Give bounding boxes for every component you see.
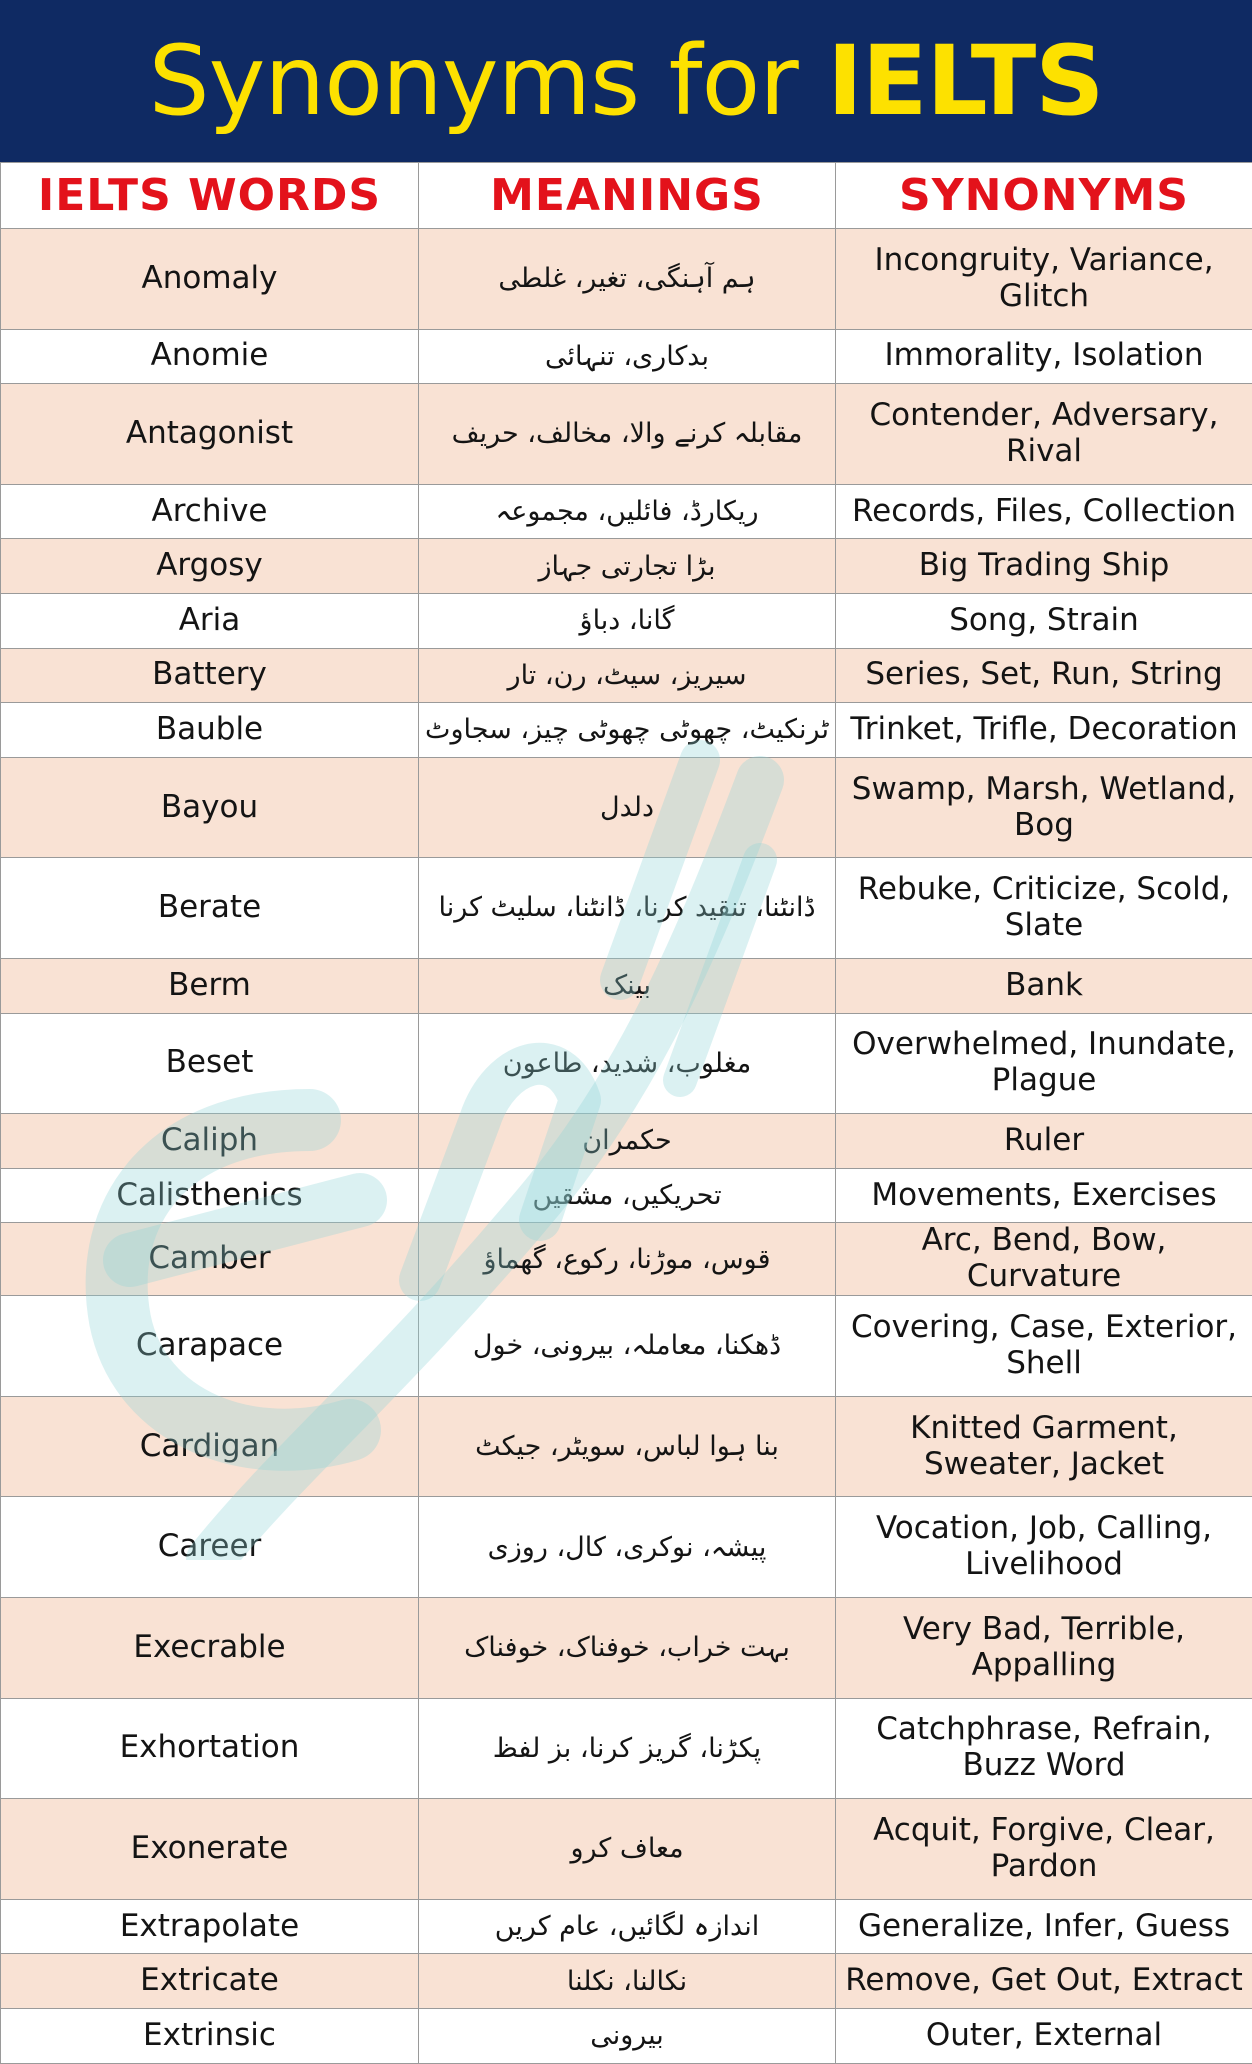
table-row: [1, 484, 1252, 539]
word-cell: Execrable: [1, 1598, 419, 1699]
table-row: [1, 329, 1252, 384]
word-cell: Archive: [1, 484, 419, 539]
word-cell: Anomie: [1, 329, 419, 384]
word-cell: Extrinsic: [1, 2008, 419, 2063]
synonyms-table: [0, 162, 1252, 2064]
synonyms-cell: Incongruity, Variance, Glitch: [836, 229, 1252, 330]
table-row: [1, 539, 1252, 594]
meaning-cell: مقابلہ کرنے والا، مخالف، حریف: [419, 384, 836, 485]
meaning-cell: بہت خراب، خوفناک، خوفناک: [419, 1598, 836, 1699]
meaning-cell: بدکاری، تنہائی: [419, 329, 836, 384]
synonyms-cell: Swamp, Marsh, Wetland, Bog: [836, 757, 1252, 858]
synonyms-cell: Big Trading Ship: [836, 539, 1252, 594]
synonyms-cell: Movements, Exercises: [836, 1168, 1252, 1223]
synonyms-cell: Ruler: [836, 1114, 1252, 1169]
synonyms-cell: Records, Files, Collection: [836, 484, 1252, 539]
synonyms-cell: Generalize, Infer, Guess: [836, 1899, 1252, 1954]
word-cell: Calisthenics: [1, 1168, 419, 1223]
word-cell: Carapace: [1, 1296, 419, 1397]
table-row: [1, 1598, 1252, 1699]
synonyms-cell: Immorality, Isolation: [836, 329, 1252, 384]
synonyms-cell: Outer, External: [836, 2008, 1252, 2063]
synonyms-cell: Knitted Garment, Sweater, Jacket: [836, 1396, 1252, 1497]
meaning-cell: ہم آہنگی، تغیر، غلطی: [419, 229, 836, 330]
table-row: [1, 1396, 1252, 1497]
word-cell: Extricate: [1, 1954, 419, 2009]
table-row: [1, 1899, 1252, 1954]
synonyms-cell: Trinket, Trifle, Decoration: [836, 703, 1252, 758]
synonyms-cell: Catchphrase, Refrain, Buzz Word: [836, 1698, 1252, 1799]
table-row: [1, 384, 1252, 485]
table-row: [1, 1168, 1252, 1223]
table-row: [1, 648, 1252, 703]
word-cell: Career: [1, 1497, 419, 1598]
meaning-cell: بیرونی: [419, 2008, 836, 2063]
word-cell: Cardigan: [1, 1396, 419, 1497]
word-cell: Extrapolate: [1, 1899, 419, 1954]
header-ielts-words: IELTS WORDS: [1, 163, 419, 229]
table-row: [1, 703, 1252, 758]
meaning-cell: حکمران: [419, 1114, 836, 1169]
synonyms-cell: Contender, Adversary, Rival: [836, 384, 1252, 485]
table-row: [1, 757, 1252, 858]
synonyms-cell: Vocation, Job, Calling, Livelihood: [836, 1497, 1252, 1598]
table-row: [1, 229, 1252, 330]
synonyms-cell: Bank: [836, 958, 1252, 1013]
page-title: [149, 33, 1104, 129]
word-cell: Bauble: [1, 703, 419, 758]
meaning-cell: پیشہ، نوکری، کال، روزی: [419, 1497, 836, 1598]
header-meanings: MEANINGS: [419, 163, 836, 229]
word-cell: Argosy: [1, 539, 419, 594]
synonyms-cell: Covering, Case, Exterior, Shell: [836, 1296, 1252, 1397]
meaning-cell: بینک: [419, 958, 836, 1013]
word-cell: Berm: [1, 958, 419, 1013]
meaning-cell: معاف کرو: [419, 1799, 836, 1900]
meaning-cell: مغلوب، شدید، طاعون: [419, 1013, 836, 1114]
word-cell: Antagonist: [1, 384, 419, 485]
meaning-cell: قوس، موڑنا، رکوع، گھماؤ: [419, 1223, 836, 1296]
synonyms-cell: Series, Set, Run, String: [836, 648, 1252, 703]
synonyms-cell: Overwhelmed, Inundate, Plague: [836, 1013, 1252, 1114]
table-row: [1, 1223, 1252, 1296]
word-cell: Camber: [1, 1223, 419, 1296]
meaning-cell: پکڑنا، گریز کرنا، بز لفظ: [419, 1698, 836, 1799]
table-row: [1, 1497, 1252, 1598]
word-cell: Battery: [1, 648, 419, 703]
meaning-cell: گانا، دباؤ: [419, 593, 836, 648]
table-row: [1, 2008, 1252, 2063]
meaning-cell: بنا ہوا لباس، سویٹر، جیکٹ: [419, 1396, 836, 1497]
title-prefix: Synonyms for: [149, 25, 828, 137]
synonyms-cell: Acquit, Forgive, Clear, Pardon: [836, 1799, 1252, 1900]
meaning-cell: دلدل: [419, 757, 836, 858]
title-emphasis: IELTS: [827, 25, 1103, 137]
meaning-cell: ڈھکنا، معاملہ، بیرونی، خول: [419, 1296, 836, 1397]
table-row: [1, 1698, 1252, 1799]
meaning-cell: بڑا تجارتی جہاز: [419, 539, 836, 594]
table-row: [1, 1954, 1252, 2009]
meaning-cell: اندازہ لگائیں، عام کریں: [419, 1899, 836, 1954]
synonyms-cell: Arc, Bend, Bow, Curvature: [836, 1223, 1252, 1296]
table-row: [1, 1114, 1252, 1169]
word-cell: Caliph: [1, 1114, 419, 1169]
meaning-cell: ڈانٹنا، تنقید کرنا، ڈانٹنا، سلیٹ کرنا: [419, 858, 836, 959]
synonyms-cell: Song, Strain: [836, 593, 1252, 648]
synonyms-cell: Rebuke, Criticize, Scold, Slate: [836, 858, 1252, 959]
word-cell: Anomaly: [1, 229, 419, 330]
title-banner: [0, 0, 1252, 162]
word-cell: Berate: [1, 858, 419, 959]
header-synonyms: SYNONYMS: [836, 163, 1252, 229]
table-row: [1, 1799, 1252, 1900]
word-cell: Exonerate: [1, 1799, 419, 1900]
word-cell: Bayou: [1, 757, 419, 858]
word-cell: Aria: [1, 593, 419, 648]
table-row: [1, 1013, 1252, 1114]
word-cell: Exhortation: [1, 1698, 419, 1799]
meaning-cell: ٹرنکیٹ، چھوٹی چھوٹی چیز، سجاوٹ: [419, 703, 836, 758]
meaning-cell: سیریز، سیٹ، رن، تار: [419, 648, 836, 703]
table-row: [1, 593, 1252, 648]
synonyms-cell: Remove, Get Out, Extract: [836, 1954, 1252, 2009]
table-row: [1, 958, 1252, 1013]
meaning-cell: نکالنا، نکلنا: [419, 1954, 836, 2009]
word-cell: Beset: [1, 1013, 419, 1114]
table-row: [1, 858, 1252, 959]
meaning-cell: تحریکیں، مشقیں: [419, 1168, 836, 1223]
synonyms-cell: Very Bad, Terrible, Appalling: [836, 1598, 1252, 1699]
table-row: [1, 1296, 1252, 1397]
table-header-row: [1, 163, 1252, 229]
meaning-cell: ریکارڈ، فائلیں، مجموعہ: [419, 484, 836, 539]
